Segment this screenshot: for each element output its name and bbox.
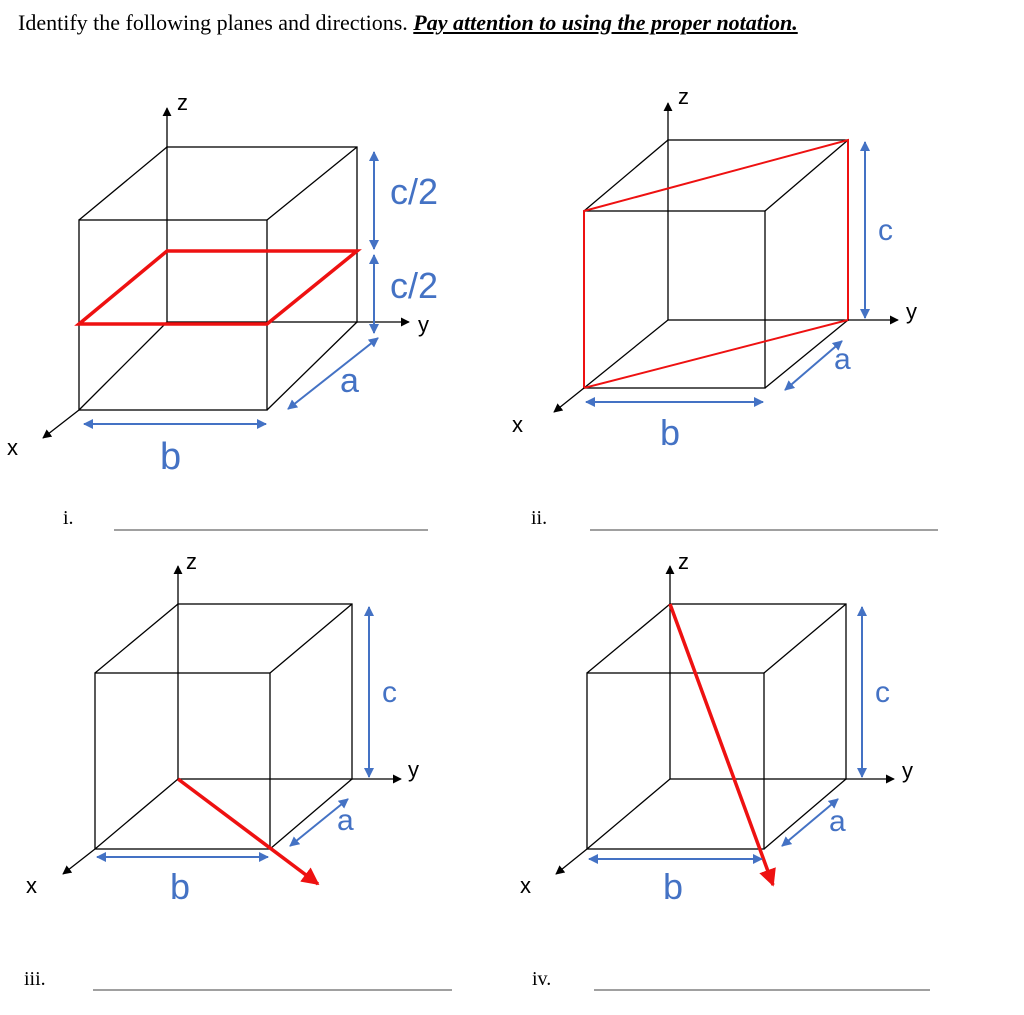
numeral-i: i. [63,507,74,529]
dim-label-b: b [663,866,684,907]
y-axis-label: y [906,299,917,324]
dim-label-c: c [875,676,890,709]
numeral-ii: ii. [531,507,548,529]
z-axis-label: z [678,84,689,109]
y-axis-label: y [408,757,419,782]
x-axis [43,410,79,438]
x-axis-label: x [26,873,37,898]
numeral-iv: iv. [532,968,552,990]
x-axis [554,388,584,412]
cube-ii [584,140,848,388]
y-axis-label: y [902,758,913,783]
z-axis-label: z [177,90,188,115]
dim-label-b: b [660,412,681,453]
dim-label-lower-c: c/2 [390,265,439,306]
z-axis-label: z [678,549,689,574]
cube-i [79,147,357,410]
instructions-text: Identify the following planes and directions. [18,10,414,35]
figure-i [7,90,438,530]
dim-label-c: c [382,676,397,709]
figure-iv [520,549,930,990]
dim-label-a: a [834,343,851,376]
x-axis [63,849,95,874]
dim-label-upper-c: c/2 [390,171,439,212]
dim-arrow-a [288,338,378,409]
dim-label-b: b [160,436,182,478]
highlighted-direction [670,604,773,885]
dim-label-a: a [829,805,846,838]
x-axis-label: x [520,873,531,898]
highlighted-direction [178,779,318,884]
y-axis-label: y [418,312,429,337]
x-axis-label: x [512,412,523,437]
dim-label-a: a [340,362,359,400]
numeral-iii: iii. [24,968,46,990]
dim-label-a: a [337,804,354,837]
x-axis-label: x [7,435,18,460]
highlighted-plane [79,251,357,324]
dim-label-c: c [878,214,893,247]
figure-ii [512,84,938,530]
instructions-emphasis: Pay attention to using the proper notation. [413,10,798,35]
figure-iii [24,549,452,990]
x-axis [556,849,587,874]
dim-label-b: b [170,866,191,907]
z-axis-label: z [186,549,197,574]
